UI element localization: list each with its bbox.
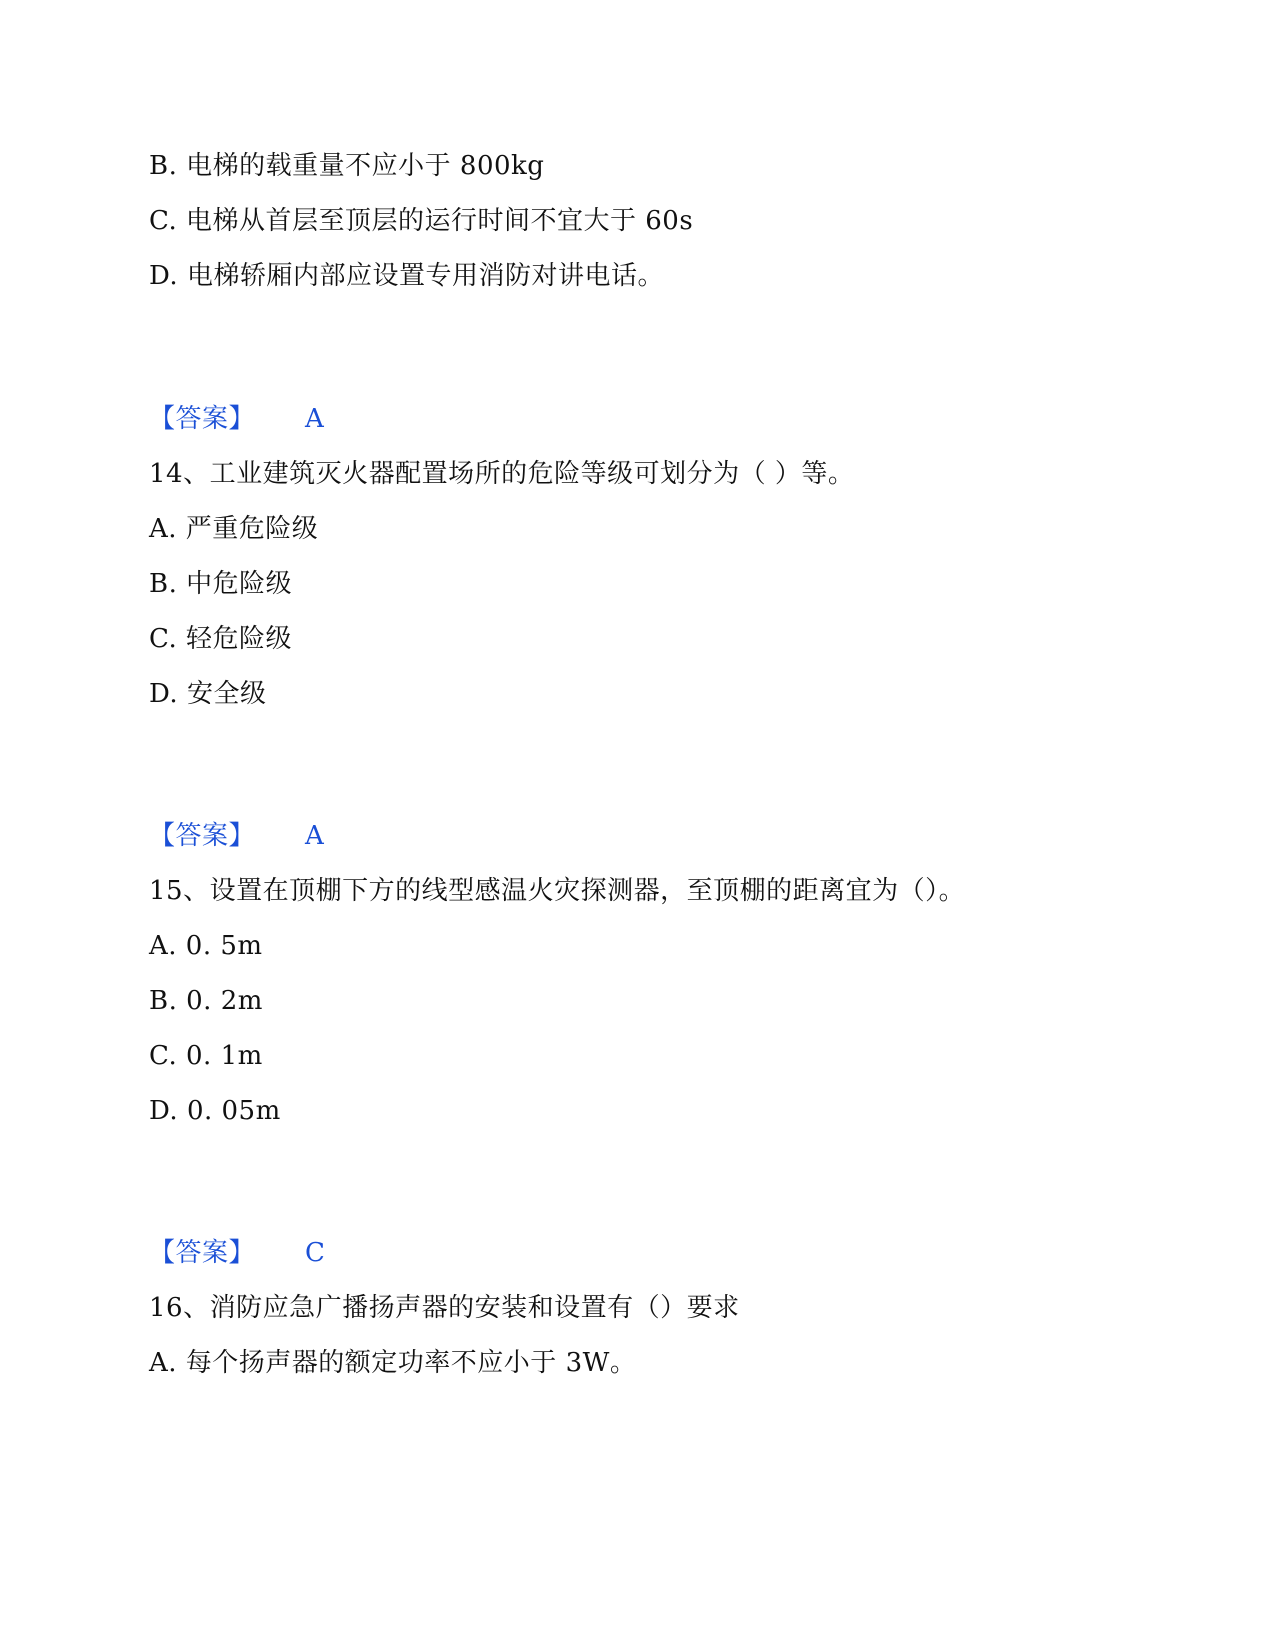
q14-option-a: A. 严重危险级 xyxy=(149,514,319,544)
answer-value: A xyxy=(305,404,325,434)
answer-label: 【答案】 xyxy=(149,404,256,434)
answer-label: 【答案】 xyxy=(149,821,256,851)
q15-option-d: D. 0. 05m xyxy=(149,1096,281,1126)
q16-stem: 16、消防应急广播扬声器的安装和设置有（）要求 xyxy=(149,1293,740,1323)
q14-stem: 14、工业建筑灭火器配置场所的危险等级可划分为（ ）等。 xyxy=(149,459,855,489)
q15-stem: 15、设置在顶棚下方的线型感温火灾探测器，至顶棚的距离宜为（）。 xyxy=(149,876,966,906)
answer-value: C xyxy=(305,1238,326,1268)
q13-option-c: C. 电梯从首层至顶层的运行时间不宜大于 60s xyxy=(149,206,694,236)
q15-option-b: B. 0. 2m xyxy=(149,986,263,1016)
answer-14 xyxy=(149,820,324,852)
q15-option-c: C. 0. 1m xyxy=(149,1041,263,1071)
answer-value: A xyxy=(305,821,325,851)
q13-option-b: B. 电梯的载重量不应小于 800kg xyxy=(149,151,545,181)
q14-option-c: C. 轻危险级 xyxy=(149,624,292,654)
q14-option-b: B. 中危险级 xyxy=(149,569,293,599)
answer-label: 【答案】 xyxy=(149,1238,256,1268)
q15-option-a: A. 0. 5m xyxy=(149,931,263,961)
answer-13 xyxy=(149,403,324,435)
q13-option-d: D. 电梯轿厢内部应设置专用消防对讲电话。 xyxy=(149,261,664,291)
answer-15 xyxy=(149,1237,325,1269)
q16-option-a: A. 每个扬声器的额定功率不应小于 3W。 xyxy=(149,1348,637,1378)
q14-option-d: D. 安全级 xyxy=(149,679,267,709)
